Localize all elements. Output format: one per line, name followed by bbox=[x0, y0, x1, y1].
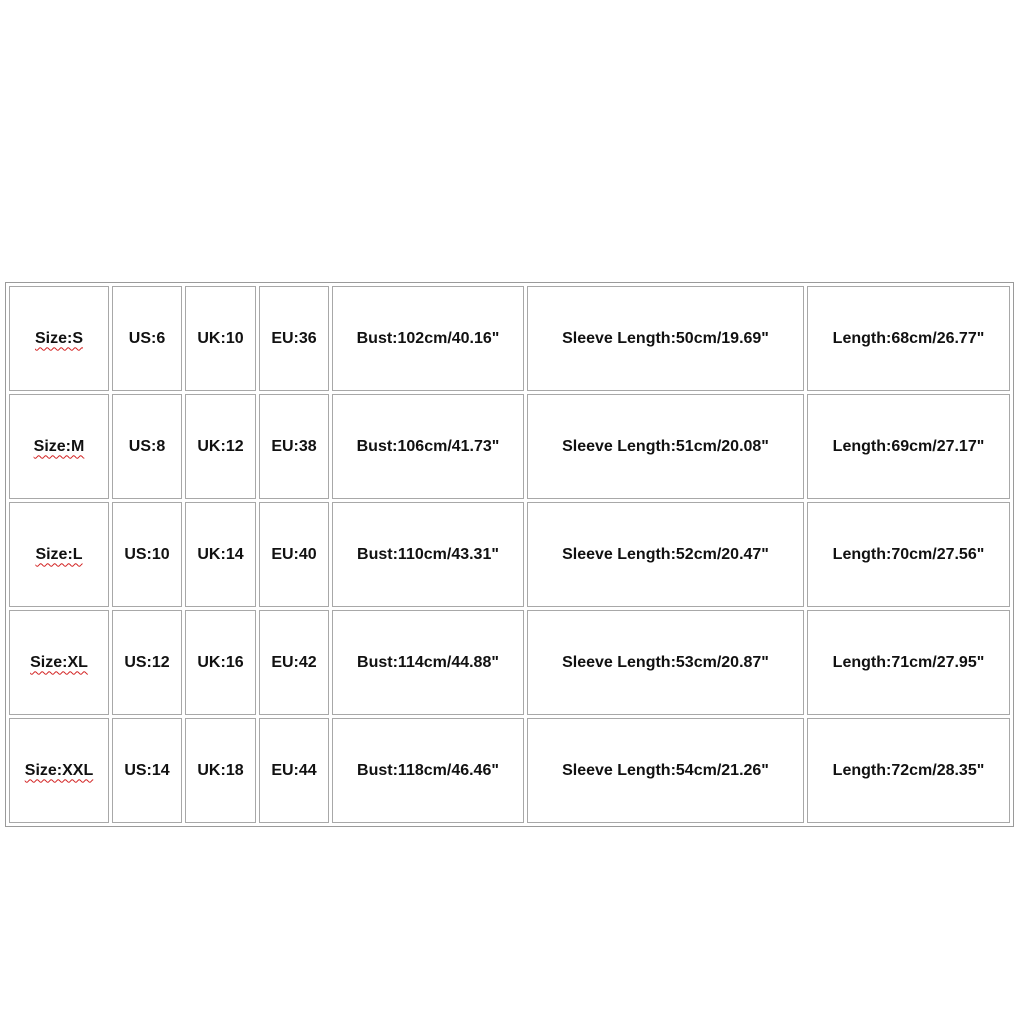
size-cell bbox=[9, 286, 109, 391]
sleeve-length-cell: Sleeve Length:54cm/21.26" bbox=[527, 718, 804, 823]
sleeve-length-cell: Sleeve Length:51cm/20.08" bbox=[527, 394, 804, 499]
eu-size-cell: EU:40 bbox=[259, 502, 329, 607]
bust-cell: Bust:118cm/46.46" bbox=[332, 718, 524, 823]
bust-cell: Bust:114cm/44.88" bbox=[332, 610, 524, 715]
uk-size-cell: UK:18 bbox=[185, 718, 256, 823]
size-cell bbox=[9, 610, 109, 715]
size-cell bbox=[9, 502, 109, 607]
table-row bbox=[9, 394, 1010, 499]
bust-cell: Bust:110cm/43.31" bbox=[332, 502, 524, 607]
bust-cell: Bust:106cm/41.73" bbox=[332, 394, 524, 499]
sleeve-length-cell: Sleeve Length:50cm/19.69" bbox=[527, 286, 804, 391]
length-cell: Length:72cm/28.35" bbox=[807, 718, 1010, 823]
bust-cell: Bust:102cm/40.16" bbox=[332, 286, 524, 391]
size-label: Size:S bbox=[34, 329, 83, 347]
sleeve-length-cell: Sleeve Length:52cm/20.47" bbox=[527, 502, 804, 607]
length-cell: Length:70cm/27.56" bbox=[807, 502, 1010, 607]
us-size-cell: US:10 bbox=[112, 502, 182, 607]
sleeve-length-cell: Sleeve Length:53cm/20.87" bbox=[527, 610, 804, 715]
us-size-cell: US:6 bbox=[112, 286, 182, 391]
size-cell bbox=[9, 718, 109, 823]
uk-size-cell: UK:16 bbox=[185, 610, 256, 715]
us-size-cell: US:12 bbox=[112, 610, 182, 715]
uk-size-cell: UK:14 bbox=[185, 502, 256, 607]
us-size-cell: US:14 bbox=[112, 718, 182, 823]
table-row bbox=[9, 286, 1010, 391]
uk-size-cell: UK:10 bbox=[185, 286, 256, 391]
eu-size-cell: EU:36 bbox=[259, 286, 329, 391]
eu-size-cell: EU:42 bbox=[259, 610, 329, 715]
length-cell: Length:71cm/27.95" bbox=[807, 610, 1010, 715]
uk-size-cell: UK:12 bbox=[185, 394, 256, 499]
size-label: Size:XL bbox=[30, 653, 88, 671]
size-cell bbox=[9, 394, 109, 499]
eu-size-cell: EU:38 bbox=[259, 394, 329, 499]
table-row bbox=[9, 502, 1010, 607]
table-row bbox=[9, 718, 1010, 823]
size-label: Size:XXL bbox=[24, 761, 94, 779]
size-label: Size:L bbox=[35, 545, 83, 563]
size-label: Size:M bbox=[33, 437, 85, 455]
length-cell: Length:69cm/27.17" bbox=[807, 394, 1010, 499]
us-size-cell: US:8 bbox=[112, 394, 182, 499]
table-row bbox=[9, 610, 1010, 715]
length-cell: Length:68cm/26.77" bbox=[807, 286, 1010, 391]
size-chart-table bbox=[5, 282, 1014, 827]
eu-size-cell: EU:44 bbox=[259, 718, 329, 823]
